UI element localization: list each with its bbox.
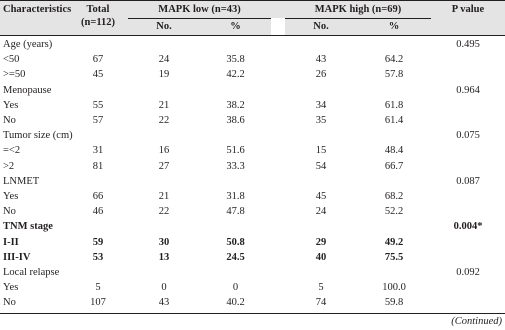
- cell-characteristic: LNMET: [3, 175, 40, 187]
- cell-characteristic: No: [3, 115, 16, 126]
- cell-total: 81: [92, 160, 104, 172]
- cell-total: 107: [90, 297, 106, 309]
- cell-low-pct: 0: [232, 282, 239, 294]
- cell-low-no: 43: [158, 297, 170, 309]
- cell-low-no: 21: [158, 99, 170, 111]
- cell-high-no: 45: [315, 191, 327, 202]
- cell-characteristic: Tumor size (cm): [3, 130, 73, 142]
- cell-total: 55: [92, 99, 104, 111]
- cell-total: 46: [92, 206, 104, 218]
- cell-high-pct: 61.4: [384, 115, 404, 126]
- cell-total: 5: [95, 282, 101, 294]
- cell-high-pct: 61.8: [384, 99, 404, 111]
- cell-p-value: 0.087: [456, 175, 480, 187]
- header-p-value: P value: [451, 4, 485, 15]
- cell-low-pct: 24.5: [226, 251, 245, 263]
- cell-characteristic: Menopause: [3, 84, 52, 96]
- cell-low-no: 21: [158, 191, 170, 202]
- cell-characteristic: =<2: [3, 145, 21, 157]
- cell-high-no: 43: [315, 54, 327, 66]
- cell-high-pct: 57.8: [384, 69, 404, 81]
- cell-low-no: 30: [158, 236, 170, 248]
- cell-high-no: 35: [315, 115, 327, 126]
- header-characteristics: Characteristics: [3, 4, 72, 15]
- cell-low-pct: 35.8: [226, 54, 245, 66]
- cell-high-pct: 66.7: [384, 160, 404, 172]
- cell-high-pct: 68.2: [384, 191, 404, 202]
- mapk-low-underline: [128, 18, 271, 19]
- cell-p-value: 0.004*: [453, 221, 483, 233]
- header-mapk-low: MAPK low (n=43): [158, 4, 241, 15]
- cell-high-no: 74: [315, 297, 327, 309]
- cell-p-value: 0.964: [456, 84, 480, 96]
- cell-total: 31: [92, 145, 104, 157]
- cell-high-no: 5: [318, 282, 324, 294]
- cell-high-no: 24: [315, 206, 327, 218]
- header-shade-pvalue: [431, 18, 505, 35]
- cell-characteristic: >2: [3, 160, 15, 172]
- cell-low-no: 22: [158, 206, 170, 218]
- cell-high-no: 29: [315, 236, 327, 248]
- continued-note: (Continued): [451, 316, 502, 327]
- cell-characteristic: Yes: [3, 99, 19, 111]
- header-high-pct: %: [388, 21, 400, 32]
- cell-characteristic: Yes: [3, 191, 19, 202]
- header-high-no: No.: [313, 21, 329, 32]
- cell-p-value: 0.092: [456, 267, 480, 278]
- header-total: Total: [86, 4, 110, 15]
- header-low-no: No.: [156, 21, 172, 32]
- header-mapk-high: MAPK high (n=69): [314, 4, 402, 15]
- cell-characteristic: Age (years): [3, 39, 53, 50]
- cell-low-no: 27: [158, 160, 170, 172]
- cell-low-pct: 50.8: [226, 236, 245, 248]
- header-total-n: (n=112): [81, 17, 115, 28]
- cell-high-pct: 52.2: [384, 206, 404, 218]
- cell-characteristic: Yes: [3, 282, 19, 294]
- cell-low-no: 13: [158, 251, 170, 263]
- cell-low-pct: 51.6: [226, 145, 245, 157]
- cell-characteristic: I-II: [3, 236, 19, 248]
- cell-high-no: 54: [315, 160, 327, 172]
- cell-high-no: 34: [315, 99, 327, 111]
- cell-characteristic: <50: [3, 54, 20, 66]
- cell-high-pct: 64.2: [384, 54, 404, 66]
- cell-total: 53: [92, 251, 104, 263]
- cell-low-pct: 38.2: [226, 99, 245, 111]
- cell-low-no: 0: [161, 282, 167, 294]
- cell-characteristic: III-IV: [3, 251, 31, 263]
- cell-low-pct: 31.8: [226, 191, 245, 202]
- cell-total: 59: [92, 236, 104, 248]
- cell-high-no: 26: [315, 69, 327, 81]
- cell-characteristic: Local relapse: [3, 267, 60, 278]
- cell-characteristic: >=50: [3, 69, 26, 81]
- cell-high-pct: 75.5: [384, 251, 404, 263]
- cell-characteristic: TNM stage: [3, 221, 53, 233]
- cell-high-pct: 59.8: [384, 297, 404, 309]
- cell-low-no: 22: [158, 115, 170, 126]
- cell-characteristic: No: [3, 297, 16, 309]
- header-low-pct: %: [230, 21, 241, 32]
- cell-low-no: 24: [158, 54, 170, 66]
- cell-total: 45: [92, 69, 104, 81]
- cell-total: 66: [92, 191, 104, 202]
- cell-high-no: 15: [315, 145, 327, 157]
- cell-p-value: 0.495: [456, 39, 480, 50]
- cell-high-pct: 49.2: [384, 236, 404, 248]
- cell-high-pct: 48.4: [384, 145, 404, 157]
- cell-high-pct: 100.0: [382, 282, 406, 294]
- cell-low-pct: 47.8: [226, 206, 245, 218]
- cell-low-no: 19: [158, 69, 170, 81]
- cell-p-value: 0.075: [456, 130, 480, 142]
- header-bottom-rule: [0, 35, 505, 36]
- cell-total: 67: [92, 54, 104, 66]
- cell-high-no: 40: [315, 251, 327, 263]
- top-rule: [0, 0, 505, 1]
- cell-low-no: 16: [158, 145, 170, 157]
- cell-low-pct: 40.2: [226, 297, 245, 309]
- cell-low-pct: 38.6: [226, 115, 245, 126]
- cell-low-pct: 42.2: [226, 69, 245, 81]
- mapk-high-underline: [285, 18, 431, 19]
- cell-low-pct: 33.3: [226, 160, 245, 172]
- cell-characteristic: No: [3, 206, 16, 218]
- bottom-rule: [0, 313, 505, 314]
- cell-total: 57: [92, 115, 104, 126]
